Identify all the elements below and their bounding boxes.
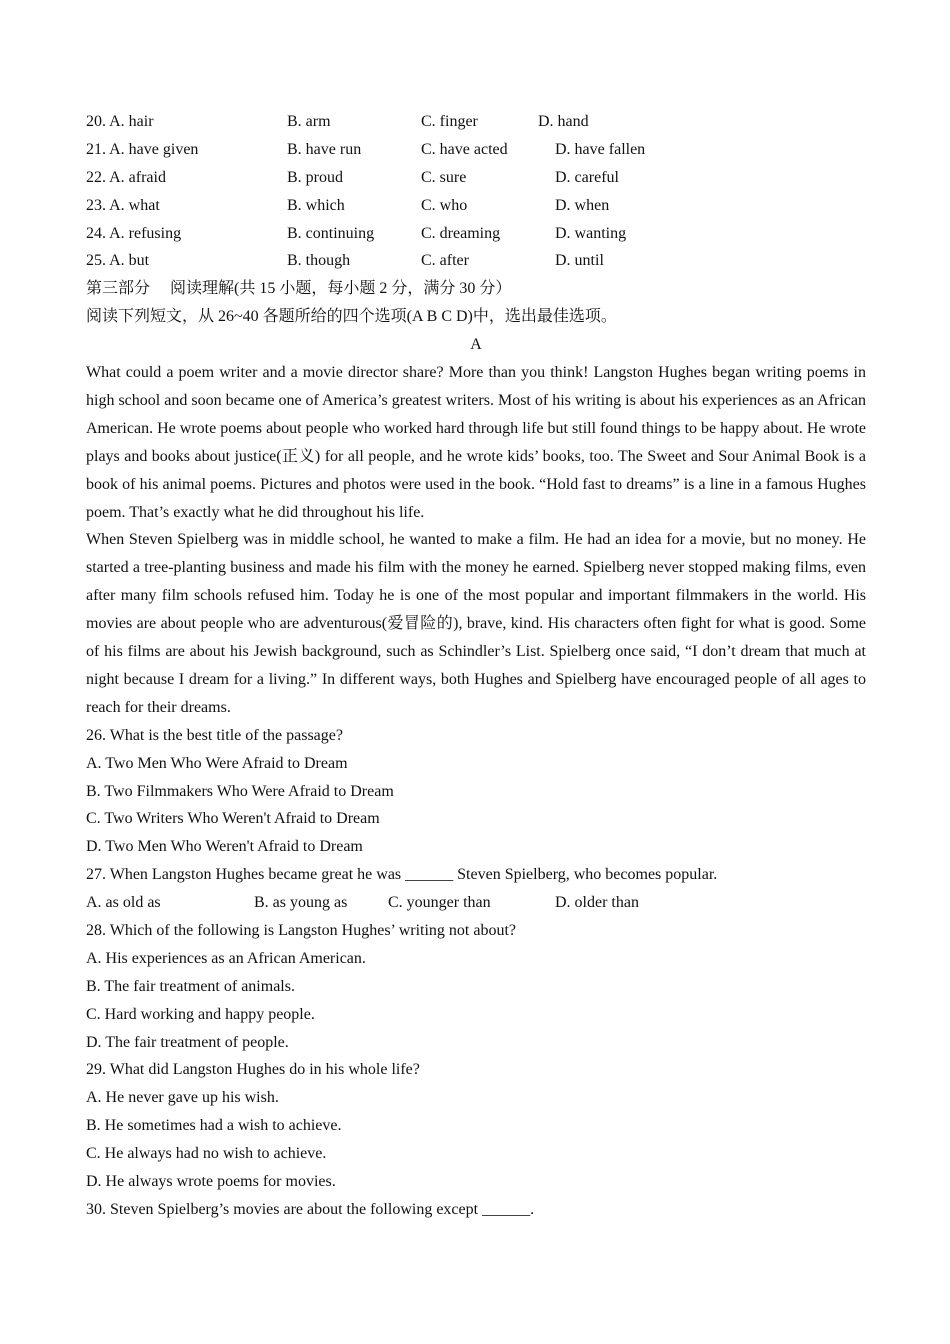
option-c: C. finger bbox=[421, 113, 478, 130]
question-26-option-b: B. Two Filmmakers Who Were Afraid to Dream bbox=[86, 782, 394, 800]
question-27-option-a: A. as old as bbox=[86, 894, 161, 912]
option-c: C. have acted bbox=[421, 140, 508, 158]
option-b: B. continuing bbox=[287, 224, 375, 242]
exam-page bbox=[86, 108, 866, 1224]
question-30-stem: 30. Steven Spielberg’s movies are about the following except ______. bbox=[86, 1200, 535, 1218]
option-row-25 bbox=[86, 247, 866, 275]
section-heading: 第三部分 阅读理解(共 15 小题，每小题 2 分，满分 30 分） bbox=[86, 280, 512, 298]
passage-paragraph-1: What could a poem writer and a movie director share? More than you think! Langston Hughes began writing poems in high school and soon became one of America’s greatest writers. Most of his writing is about his experiences as an African American. He wrote poems about people who worked hard through life but still found things to be happy about. He wrote plays and books about justice(正义) for all people, and he wrote kids’ books, too. The Sweet and Sour Animal Book is a book of his animal poems. Pictures and photos were used in the book. “Hold fast to dreams” is a line in a famous Hughes poem. That’s exactly what he did throughout his life. bbox=[86, 364, 866, 521]
option-row-21 bbox=[86, 136, 866, 164]
passage-label: A bbox=[470, 336, 482, 354]
option-d: D. careful bbox=[555, 168, 619, 186]
option-a: 25. A. but bbox=[86, 252, 150, 270]
question-26-option-a: A. Two Men Who Were Afraid to Dream bbox=[86, 754, 348, 772]
option-a: 24. A. refusing bbox=[86, 224, 182, 242]
option-b: B. arm bbox=[287, 113, 331, 130]
option-a: 20. A. hair bbox=[86, 113, 154, 130]
option-a: 22. A. afraid bbox=[86, 168, 166, 186]
option-c: C. who bbox=[421, 196, 468, 214]
question-29-option-b: B. He sometimes had a wish to achieve. bbox=[86, 1117, 342, 1135]
question-28-option-a: A. His experiences as an African American. bbox=[86, 949, 366, 967]
option-row-22 bbox=[86, 164, 866, 192]
question-29-option-d: D. He always wrote poems for movies. bbox=[86, 1173, 336, 1191]
question-29-option-c: C. He always had no wish to achieve. bbox=[86, 1145, 327, 1163]
option-row-23 bbox=[86, 192, 866, 220]
option-d: D. wanting bbox=[555, 224, 627, 242]
question-29-option-a: A. He never gave up his wish. bbox=[86, 1089, 279, 1107]
question-26-option-d: D. Two Men Who Weren't Afraid to Dream bbox=[86, 838, 363, 856]
question-28-option-b: B. The fair treatment of animals. bbox=[86, 977, 295, 995]
question-28-option-d: D. The fair treatment of people. bbox=[86, 1033, 289, 1051]
option-b: B. proud bbox=[287, 168, 343, 186]
option-c: C. dreaming bbox=[421, 224, 501, 242]
option-c: C. after bbox=[421, 252, 469, 270]
option-b: B. have run bbox=[287, 140, 362, 158]
option-d: D. when bbox=[555, 196, 610, 214]
question-27-options bbox=[86, 889, 866, 917]
option-d: D. have fallen bbox=[555, 140, 646, 158]
question-27-option-d: D. older than bbox=[555, 894, 639, 912]
section-instruction: 阅读下列短文，从 26~40 各题所给的四个选项(A B C D)中，选出最佳选项。 bbox=[86, 308, 617, 326]
option-d: D. hand bbox=[538, 113, 589, 130]
question-26-stem: 26. What is the best title of the passage? bbox=[86, 726, 343, 744]
option-c: C. sure bbox=[421, 168, 467, 186]
question-28-option-c: C. Hard working and happy people. bbox=[86, 1005, 315, 1023]
option-a: 23. A. what bbox=[86, 196, 160, 214]
passage-paragraph-2: When Steven Spielberg was in middle school, he wanted to make a film. He had an idea for a movie, but no money. He started a tree-planting business and made his film with the money he earned. Spielberg never stopped making films, even after many film schools refused him. Today he is one of the most popular and important filmmakers in the world. His movies are about people who are adventurous(爱冒险的), brave, kind. His characters often fight for what is good. Some of his films are about his Jewish background, such as Schindler’s List. Spielberg once said, “I don’t dream that much at night because I dream for a living.” In different ways, both Hughes and Spielberg have encouraged people of all ages to reach for their dreams. bbox=[86, 531, 866, 716]
question-29-stem: 29. What did Langston Hughes do in his whole life? bbox=[86, 1061, 420, 1079]
question-27-option-c: C. younger than bbox=[388, 894, 491, 912]
question-26-option-c: C. Two Writers Who Weren't Afraid to Dream bbox=[86, 810, 380, 828]
option-a: 21. A. have given bbox=[86, 140, 199, 158]
question-28-stem: 28. Which of the following is Langston Hughes’ writing not about? bbox=[86, 922, 517, 940]
option-b: B. which bbox=[287, 196, 345, 214]
option-row-20 bbox=[86, 108, 866, 136]
option-b: B. though bbox=[287, 252, 351, 270]
option-row-24 bbox=[86, 220, 866, 248]
question-27-stem: 27. When Langston Hughes became great he was ______ Steven Spielberg, who becomes popular. bbox=[86, 866, 718, 884]
option-d: D. until bbox=[555, 252, 604, 270]
question-27-option-b: B. as young as bbox=[254, 894, 348, 912]
